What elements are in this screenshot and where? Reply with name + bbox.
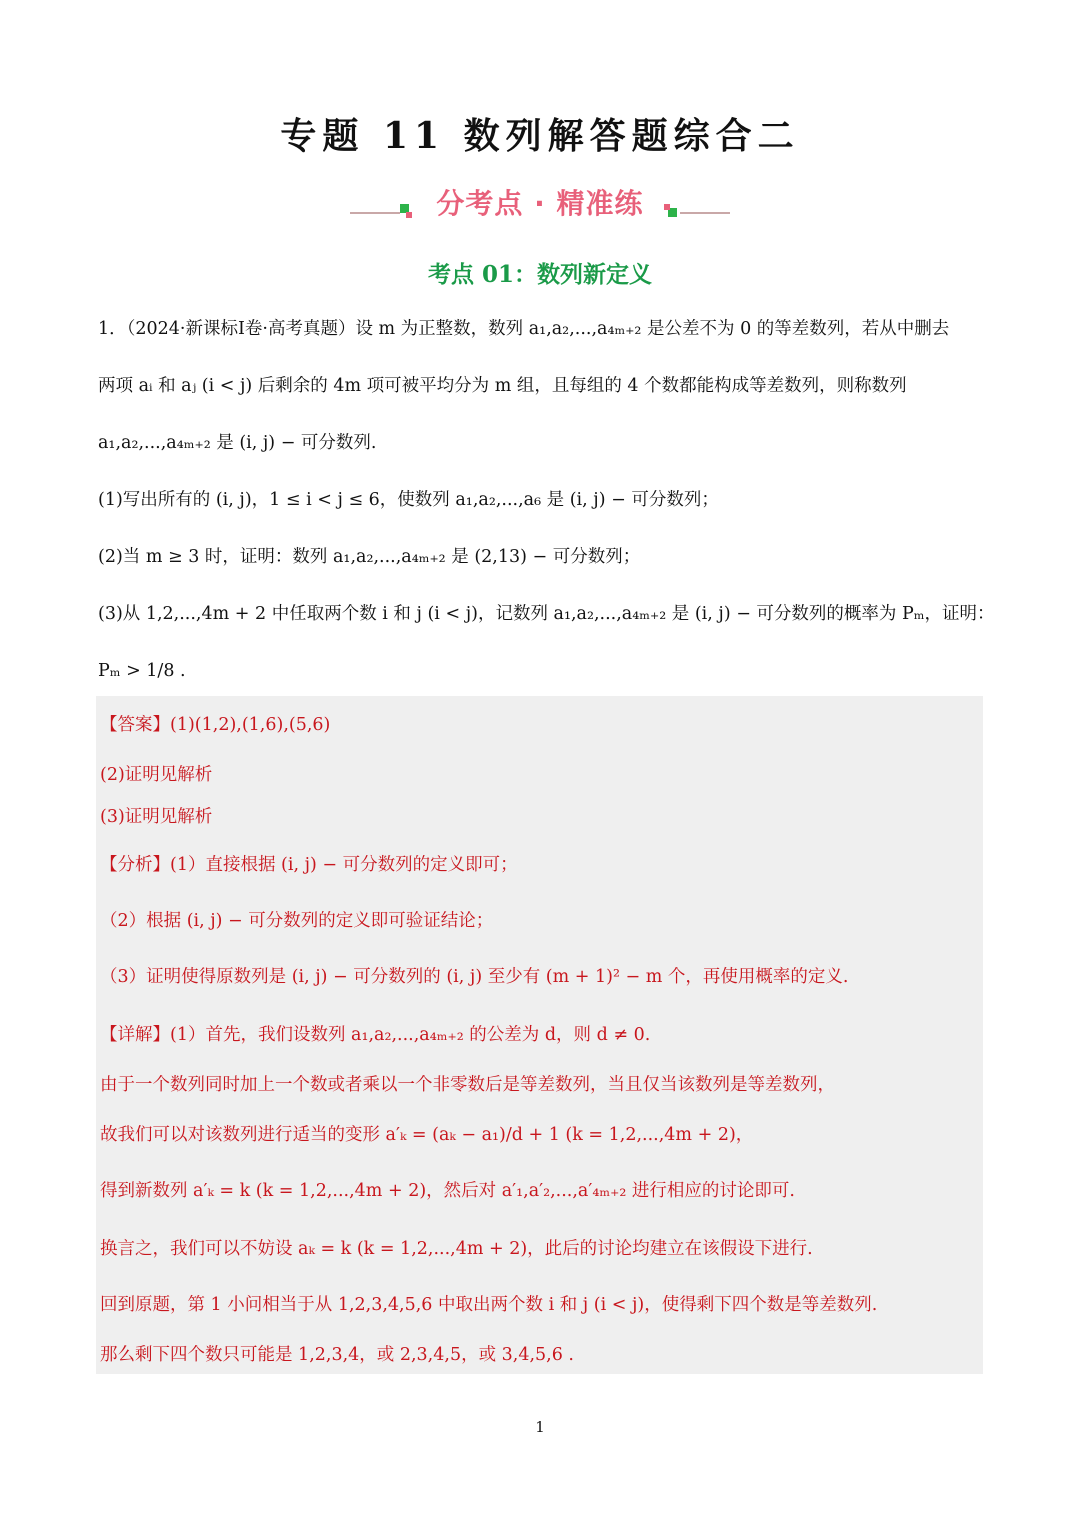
answer-line: 【答案】(1)(1,2),(1,6),(5,6) bbox=[100, 715, 331, 735]
detail-line: 故我们可以对该数列进行适当的变形 a′ₖ = (aₖ − a₁)/d + 1 (k = 1,2,...,4m + 2)， bbox=[100, 1125, 754, 1145]
page-number: 1 bbox=[535, 1418, 545, 1436]
banner-right-rule bbox=[680, 212, 730, 214]
document-title: 专题 11 数列解答题综合二 bbox=[280, 115, 800, 157]
banner-right-dot-icon bbox=[664, 204, 670, 210]
problem-line: (2)当 m ≥ 3 时，证明：数列 a₁,a₂,...,a₄ₘ₊₂ 是 (2,13) − 可分数列； bbox=[98, 547, 641, 567]
problem-line: Pₘ > 1/8 . bbox=[98, 661, 186, 681]
detail-line: 换言之，我们可以不妨设 aₖ = k (k = 1,2,...,4m + 2)，此后的讨论均建立在该假设下进行. bbox=[100, 1239, 813, 1259]
answer-line: (2)证明见解析 bbox=[100, 765, 213, 785]
problem-line: a₁,a₂,...,a₄ₘ₊₂ 是 (i, j) − 可分数列. bbox=[98, 433, 377, 453]
detail-line: 那么剩下四个数只可能是 1,2,3,4，或 2,3,4,5，或 3,4,5,6 . bbox=[100, 1345, 574, 1365]
problem-line: (1)写出所有的 (i, j)，1 ≤ i < j ≤ 6，使数列 a₁,a₂,...,a₆ 是 (i, j) − 可分数列； bbox=[98, 490, 719, 510]
problem-line: (3)从 1,2,...,4m + 2 中任取两个数 i 和 j (i < j)，记数列 a₁,a₂,...,a₄ₘ₊₂ 是 (i, j) − 可分数列的概率为 Pₘ，证明： bbox=[98, 604, 995, 624]
problem-line: 1．（2024·新课标I卷·高考真题）设 m 为正整数，数列 a₁,a₂,...,a₄ₘ₊₂ 是公差不为 0 的等差数列，若从中删去 bbox=[98, 319, 950, 339]
banner bbox=[350, 182, 730, 228]
banner-left-dot-icon bbox=[406, 212, 412, 218]
analysis-line: 【分析】(1）直接根据 (i, j) − 可分数列的定义即可； bbox=[100, 855, 518, 875]
detail-line: 回到原题，第 1 小问相当于从 1,2,3,4,5,6 中取出两个数 i 和 j (i < j)，使得剩下四个数是等差数列. bbox=[100, 1295, 878, 1315]
answer-line: (3)证明见解析 bbox=[100, 807, 213, 827]
problem-statement bbox=[98, 312, 995, 711]
problem-line: 两项 aᵢ 和 aⱼ (i < j) 后剩余的 4m 项可被平均分为 m 组，且每组的 4 个数都能构成等差数列，则称数列 bbox=[98, 376, 907, 396]
analysis-line: （3）证明使得原数列是 (i, j) − 可分数列的 (i, j) 至少有 (m + 1)² − m 个，再使用概率的定义. bbox=[100, 967, 849, 987]
detail-line: 得到新数列 a′ₖ = k (k = 1,2,...,4m + 2)，然后对 a′₁,a′₂,...,a′₄ₘ₊₂ 进行相应的讨论即可. bbox=[100, 1181, 795, 1201]
answer-box bbox=[96, 696, 983, 1374]
detail-line: 由于一个数列同时加上一个数或者乘以一个非零数后是等差数列，当且仅当该数列是等差数列， bbox=[100, 1075, 835, 1095]
detail-line: 【详解】(1）首先，我们设数列 a₁,a₂,...,a₄ₘ₊₂ 的公差为 d，则 d ≠ 0. bbox=[100, 1025, 651, 1045]
banner-left-rule bbox=[350, 212, 400, 214]
banner-text: 分考点 · 精准练 bbox=[436, 187, 644, 220]
analysis-line: （2）根据 (i, j) − 可分数列的定义即可验证结论； bbox=[100, 911, 494, 931]
section-heading: 考点 01：数列新定义 bbox=[427, 261, 652, 288]
